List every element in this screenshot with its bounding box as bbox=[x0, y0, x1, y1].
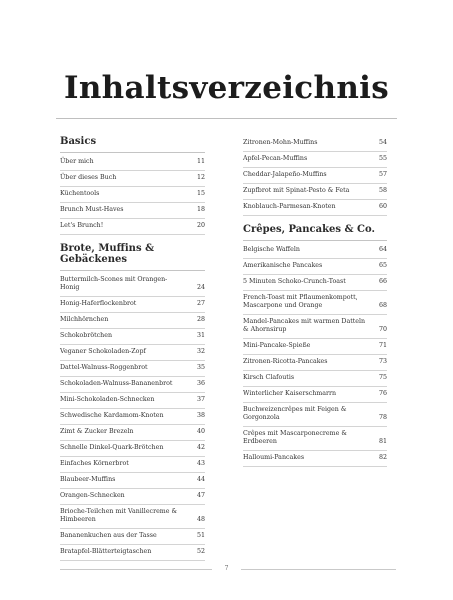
toc-entry-title: Blaubeer-Muffins bbox=[60, 476, 116, 483]
toc-entry-page: 68 bbox=[378, 302, 387, 309]
toc-entry-title: Über mich bbox=[60, 158, 94, 165]
toc-entry-title: Halloumi-Pancakes bbox=[243, 454, 305, 461]
toc-entry-page: 60 bbox=[378, 203, 387, 210]
toc-entry-page: 78 bbox=[378, 414, 387, 421]
toc-entry[interactable] bbox=[60, 203, 205, 219]
title-divider bbox=[56, 118, 397, 119]
toc-entry-title: Bananenkuchen aus der Tasse bbox=[60, 532, 157, 539]
toc-entry-title: Zimt & Zucker Brezeln bbox=[60, 428, 134, 435]
toc-entry-title: Dattel-Walnuss-Roggenbrot bbox=[60, 364, 148, 371]
toc-entry-title: Schwedische Kardamom-Knoten bbox=[60, 412, 164, 419]
toc-entry-page: 38 bbox=[196, 412, 205, 419]
toc-entry[interactable] bbox=[60, 155, 205, 171]
toc-entry-title: Mini-Pancake-Spieße bbox=[243, 342, 311, 349]
toc-entry[interactable] bbox=[243, 136, 387, 152]
toc-entry[interactable] bbox=[60, 361, 205, 377]
toc-entry[interactable] bbox=[243, 243, 387, 259]
toc-entry[interactable] bbox=[243, 451, 387, 467]
toc-entry[interactable] bbox=[243, 152, 387, 168]
section-heading: Basics bbox=[60, 136, 205, 153]
toc-entry[interactable] bbox=[60, 393, 205, 409]
toc-entry-page: 27 bbox=[196, 300, 205, 307]
toc-entry-page: 64 bbox=[378, 246, 387, 253]
toc-entry-title: Buchweizencrêpes mit Feigen & Gorgonzola bbox=[243, 406, 347, 421]
toc-entry-page: 44 bbox=[196, 476, 205, 483]
section-heading: Brote, Muffins & Gebäckenes bbox=[60, 243, 205, 271]
toc-entry-page: 40 bbox=[196, 428, 205, 435]
toc-entry-page: 81 bbox=[378, 438, 387, 445]
footer-divider-right bbox=[241, 569, 396, 570]
toc-entry-title: Kirsch Clafoutis bbox=[243, 374, 295, 381]
toc-entry-title: Knoblauch-Parmesan-Knoten bbox=[243, 203, 336, 210]
toc-entry-title: Einfaches Körnerbrot bbox=[60, 460, 129, 467]
toc-entry-page: 37 bbox=[196, 396, 205, 403]
toc-entry-page: 28 bbox=[196, 316, 205, 323]
toc-entry-title: Veganer Schokoladen-Zopf bbox=[60, 348, 146, 355]
toc-entry[interactable] bbox=[60, 489, 205, 505]
toc-entry[interactable] bbox=[60, 441, 205, 457]
toc-entry-page: 35 bbox=[196, 364, 205, 371]
toc-entry[interactable] bbox=[60, 409, 205, 425]
toc-entry-page: 18 bbox=[196, 206, 205, 213]
toc-entry-title: Über dieses Buch bbox=[60, 174, 117, 181]
toc-entry-title: Mini-Schokoladen-Schnecken bbox=[60, 396, 155, 403]
toc-entry-page: 47 bbox=[196, 492, 205, 499]
toc-entry-title: Bratapfel-Blätterteigtaschen bbox=[60, 548, 152, 555]
toc-entry-title: Zupfbrot mit Spinat-Pesto & Feta bbox=[243, 187, 350, 194]
toc-right-column bbox=[243, 136, 387, 467]
toc-entry-title: Schokobrötchen bbox=[60, 332, 113, 339]
toc-entry[interactable] bbox=[243, 427, 387, 451]
toc-entry-title: Brunch Must-Haves bbox=[60, 206, 124, 213]
toc-entry-title: Brioche-Teilchen mit Vanillecreme & Himbeeren bbox=[60, 508, 178, 523]
toc-entry-page: 48 bbox=[196, 516, 205, 523]
page-number: 7 bbox=[224, 565, 229, 572]
toc-entry[interactable] bbox=[60, 529, 205, 545]
toc-entry-page: 65 bbox=[378, 262, 387, 269]
toc-entry[interactable] bbox=[243, 355, 387, 371]
toc-left-column bbox=[60, 136, 205, 561]
footer-divider-left bbox=[60, 569, 212, 570]
toc-entry-title: Amerikanische Pancakes bbox=[243, 262, 323, 269]
toc-entry-title: Honig-Haferflockenbrot bbox=[60, 300, 137, 307]
toc-entry-page: 73 bbox=[378, 358, 387, 365]
toc-entry[interactable] bbox=[60, 329, 205, 345]
toc-entry-page: 70 bbox=[378, 326, 387, 333]
toc-entry[interactable] bbox=[60, 545, 205, 561]
toc-entry-title: Belgische Waffeln bbox=[243, 246, 300, 253]
toc-entry-title: Schokoladen-Walnuss-Bananenbrot bbox=[60, 380, 173, 387]
toc-entry-title: 5 Minuten Schoko-Crunch-Toast bbox=[243, 278, 346, 285]
toc-entry[interactable] bbox=[243, 200, 387, 216]
toc-entry-page: 36 bbox=[196, 380, 205, 387]
toc-entry-title: Zitronen-Mohn-Muffins bbox=[243, 139, 318, 146]
toc-entry-page: 71 bbox=[378, 342, 387, 349]
toc-entry-page: 15 bbox=[196, 190, 205, 197]
toc-entry-title: Buttermilch-Scones mit Orangen-Honig bbox=[60, 276, 168, 291]
toc-entry-title: Cheddar-Jalapeño-Muffins bbox=[243, 171, 327, 178]
toc-entry-page: 57 bbox=[378, 171, 387, 178]
toc-entry-title: Milchhörnchen bbox=[60, 316, 109, 323]
toc-entry-title: Küchentools bbox=[60, 190, 100, 197]
toc-entry[interactable] bbox=[60, 345, 205, 361]
toc-entry[interactable] bbox=[60, 313, 205, 329]
toc-entry[interactable] bbox=[243, 339, 387, 355]
toc-entry-title: Winterlicher Kaiserschmarrn bbox=[243, 390, 337, 397]
toc-entry[interactable] bbox=[60, 171, 205, 187]
toc-entry-page: 66 bbox=[378, 278, 387, 285]
section-heading: Crêpes, Pancakes & Co. bbox=[243, 224, 387, 241]
toc-entry-title: French-Toast mit Pflaumenkompott, Mascarpone und Orange bbox=[243, 294, 358, 309]
toc-entry-page: 54 bbox=[378, 139, 387, 146]
toc-entry-title: Mandel-Pancakes mit warmen Datteln & Ahornsirup bbox=[243, 318, 366, 333]
toc-entry[interactable] bbox=[60, 425, 205, 441]
toc-entry-page: 43 bbox=[196, 460, 205, 467]
toc-entry-page: 76 bbox=[378, 390, 387, 397]
toc-entry[interactable] bbox=[243, 168, 387, 184]
toc-entry[interactable] bbox=[243, 315, 387, 339]
toc-entry[interactable] bbox=[60, 297, 205, 313]
toc-entry[interactable] bbox=[60, 457, 205, 473]
toc-entry-title: Crêpes mit Mascarponecreme & Erdbeeren bbox=[243, 430, 347, 445]
toc-entry-page: 11 bbox=[196, 158, 205, 165]
toc-entry[interactable] bbox=[243, 291, 387, 315]
toc-entry[interactable] bbox=[60, 505, 205, 529]
toc-entry[interactable] bbox=[243, 275, 387, 291]
toc-entry-page: 75 bbox=[378, 374, 387, 381]
toc-entry-title: Orangen-Schnecken bbox=[60, 492, 125, 499]
toc-entry[interactable] bbox=[243, 403, 387, 427]
toc-entry-page: 82 bbox=[378, 454, 387, 461]
toc-entry[interactable] bbox=[243, 371, 387, 387]
toc-entry-page: 32 bbox=[196, 348, 205, 355]
toc-entry[interactable] bbox=[60, 377, 205, 393]
toc-entry[interactable] bbox=[60, 473, 205, 489]
toc-entry[interactable] bbox=[243, 387, 387, 403]
toc-entry[interactable] bbox=[243, 184, 387, 200]
toc-entry-title: Zitronen-Ricotta-Pancakes bbox=[243, 358, 328, 365]
page-title: Inhaltsverzeichnis bbox=[64, 70, 389, 106]
toc-entry-page: 51 bbox=[196, 532, 205, 539]
toc-entry[interactable] bbox=[60, 219, 205, 235]
toc-entry-page: 20 bbox=[196, 222, 205, 229]
toc-entry-page: 52 bbox=[196, 548, 205, 555]
toc-entry[interactable] bbox=[60, 187, 205, 203]
toc-entry-page: 58 bbox=[378, 187, 387, 194]
toc-entry-page: 55 bbox=[378, 155, 387, 162]
toc-entry-page: 12 bbox=[196, 174, 205, 181]
toc-entry-page: 31 bbox=[196, 332, 205, 339]
toc-entry-title: Apfel-Pecan-Muffins bbox=[243, 155, 308, 162]
toc-entry-title: Schnelle Dinkel-Quark-Brötchen bbox=[60, 444, 164, 451]
toc-entry-page: 42 bbox=[196, 444, 205, 451]
toc-entry[interactable] bbox=[243, 259, 387, 275]
toc-entry-page: 24 bbox=[196, 284, 205, 291]
toc-entry[interactable] bbox=[60, 273, 205, 297]
toc-entry-title: Let's Brunch! bbox=[60, 222, 104, 229]
